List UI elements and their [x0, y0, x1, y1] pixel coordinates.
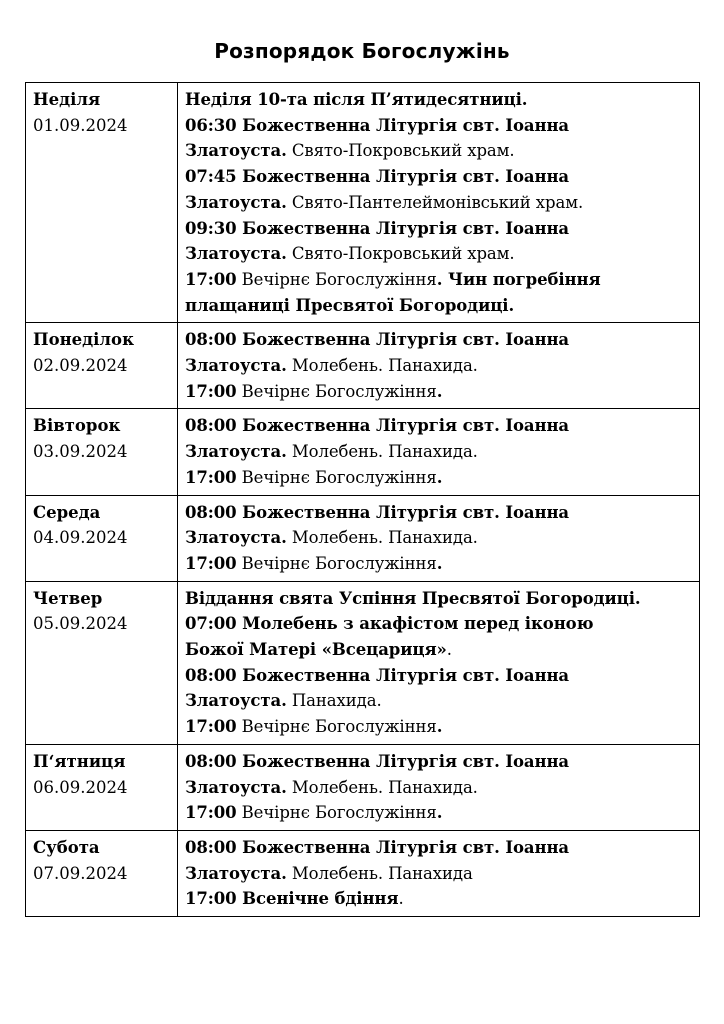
day-cell — [26, 581, 178, 744]
service-text: Златоуста. — [185, 442, 287, 462]
service-text: плащаниці Пресвятої Богородиці. — [185, 295, 515, 315]
day-name: Середа — [33, 502, 101, 522]
service-line — [185, 241, 699, 267]
service-line — [185, 293, 699, 319]
service-line — [185, 551, 699, 577]
service-text: Віддання свята Успіння Пресвятої Богородиці. — [185, 588, 641, 608]
schedule-row — [26, 409, 700, 495]
service-line — [185, 353, 699, 379]
service-text: Божої Матері «Всецариця» — [185, 640, 447, 660]
service-text: 17:00 Всенічне бдіння — [185, 889, 399, 909]
service-text: . — [398, 889, 404, 909]
service-text: Златоуста. — [185, 863, 287, 883]
service-line — [185, 327, 699, 353]
service-line — [185, 688, 699, 714]
service-line — [185, 886, 699, 912]
service-line — [185, 465, 699, 491]
service-text: Неділя 10-та після П’ятидесятниці. — [185, 90, 528, 109]
service-text: Златоуста. — [185, 528, 287, 548]
services-cell — [178, 830, 700, 916]
day-name: Субота — [33, 837, 100, 857]
day-date: 01.09.2024 — [33, 115, 128, 135]
schedule-table — [25, 82, 700, 917]
day-cell — [26, 495, 178, 581]
service-text: 08:00 Божественна Літургія свт. Іоанна — [185, 502, 570, 522]
service-text: 17:00 — [185, 269, 237, 289]
day-cell — [26, 83, 178, 323]
schedule-row — [26, 581, 700, 744]
services-cell — [178, 323, 700, 409]
service-text: . — [436, 381, 443, 401]
service-line — [185, 138, 699, 164]
service-text: 08:00 Божественна Літургія свт. Іоанна — [185, 837, 570, 857]
page-title: Розпорядок Богослужінь — [214, 39, 510, 63]
day-name: Четвер — [33, 588, 103, 608]
service-text: . — [436, 717, 443, 737]
schedule-row — [26, 495, 700, 581]
services-cell — [178, 495, 700, 581]
service-text: Златоуста. — [185, 777, 287, 797]
service-text: Вечірнє Богослужіння — [236, 803, 437, 823]
service-line — [185, 586, 699, 612]
service-text: Вечірнє Богослужіння — [236, 467, 437, 487]
service-line — [185, 800, 699, 826]
service-text: 07:45 Божественна Літургія свт. Іоанна — [185, 167, 570, 187]
day-name: П‘ятниця — [33, 751, 126, 771]
service-line — [185, 663, 699, 689]
service-text: Златоуста. — [185, 192, 287, 212]
day-date: 02.09.2024 — [33, 356, 128, 376]
day-date: 06.09.2024 — [33, 777, 128, 797]
day-name: Неділя — [33, 90, 101, 109]
service-text: Златоуста. — [185, 356, 287, 376]
services-cell — [178, 409, 700, 495]
service-text: 17:00 — [185, 803, 237, 823]
service-line — [185, 87, 699, 113]
service-text: Молебень. Панахида. — [286, 356, 478, 376]
service-text: 08:00 Божественна Літургія свт. Іоанна — [185, 416, 570, 436]
service-line — [185, 775, 699, 801]
day-cell — [26, 830, 178, 916]
service-text: Панахида. — [286, 691, 382, 711]
day-date: 07.09.2024 — [33, 863, 128, 883]
service-line — [185, 525, 699, 551]
service-text: Вечірнє Богослужіння — [236, 381, 437, 401]
day-name: Вівторок — [33, 416, 121, 436]
schedule-row — [26, 323, 700, 409]
day-name: Понеділок — [33, 330, 134, 350]
service-text: . — [436, 803, 443, 823]
service-line — [185, 190, 699, 216]
service-text: Молебень. Панахида. — [286, 528, 478, 548]
service-line — [185, 267, 699, 293]
service-text: Молебень. Панахида. — [286, 442, 478, 462]
day-cell — [26, 409, 178, 495]
service-text: Вечірнє Богослужіння — [236, 269, 437, 289]
service-text: . — [436, 553, 443, 573]
service-text: 09:30 Божественна Літургія свт. Іоанна — [185, 218, 570, 238]
service-text: . — [436, 467, 443, 487]
service-line — [185, 164, 699, 190]
service-text: 08:00 Божественна Літургія свт. Іоанна — [185, 665, 570, 685]
service-text: Вечірнє Богослужіння — [236, 553, 437, 573]
services-cell — [178, 744, 700, 830]
service-text: Свято-Пантелеймонівський храм. — [286, 192, 584, 212]
service-line — [185, 413, 699, 439]
service-text: Златоуста. — [185, 691, 287, 711]
service-text: . — [446, 640, 452, 660]
service-text: 17:00 — [185, 467, 237, 487]
service-text: Свято-Покровський храм. — [286, 141, 515, 161]
service-text: 17:00 — [185, 381, 237, 401]
service-line — [185, 714, 699, 740]
schedule-row — [26, 744, 700, 830]
service-text: 08:00 Божественна Літургія свт. Іоанна — [185, 751, 570, 771]
service-text: 08:00 Божественна Літургія свт. Іоанна — [185, 330, 570, 350]
service-line — [185, 835, 699, 861]
service-text: Вечірнє Богослужіння — [236, 717, 437, 737]
service-line — [185, 439, 699, 465]
schedule-row — [26, 830, 700, 916]
services-cell — [178, 581, 700, 744]
service-line — [185, 500, 699, 526]
service-text: 06:30 Божественна Літургія свт. Іоанна — [185, 115, 570, 135]
service-text: Свято-Покровський храм. — [286, 244, 515, 264]
service-line — [185, 749, 699, 775]
service-line — [185, 113, 699, 139]
service-text: 17:00 — [185, 717, 237, 737]
services-cell — [178, 83, 700, 323]
service-text: Молебень. Панахида — [286, 863, 473, 883]
service-line — [185, 611, 699, 637]
service-line — [185, 637, 699, 663]
service-line — [185, 216, 699, 242]
service-line — [185, 861, 699, 887]
service-line — [185, 379, 699, 405]
day-cell — [26, 744, 178, 830]
service-text: Молебень. Панахида. — [286, 777, 478, 797]
service-text: Златоуста. — [185, 244, 287, 264]
service-text: . Чин погребіння — [436, 269, 601, 289]
service-text: 17:00 — [185, 553, 237, 573]
service-text: 07:00 Молебень з акафістом перед іконою — [185, 614, 594, 634]
service-text: Златоуста. — [185, 141, 287, 161]
day-date: 04.09.2024 — [33, 528, 128, 548]
schedule-row — [26, 83, 700, 323]
day-date: 03.09.2024 — [33, 442, 128, 462]
day-cell — [26, 323, 178, 409]
day-date: 05.09.2024 — [33, 614, 128, 634]
schedule-body — [26, 83, 700, 917]
